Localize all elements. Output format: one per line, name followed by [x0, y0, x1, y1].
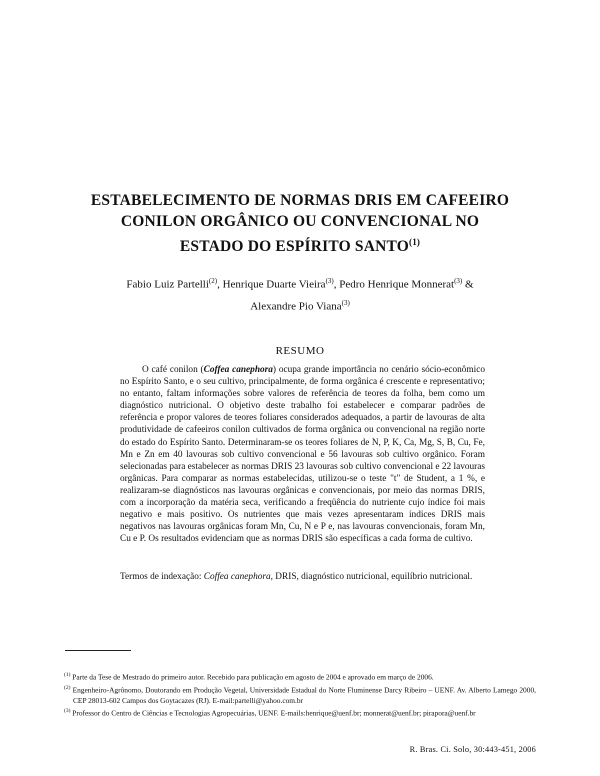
footnote-3-text: Professor do Centro de Ciências e Tecnologias Agropecuárias, UENF. E-mails:henrique@uenf.br; monnerat@uenf.br; pirapora@uenf.br — [70, 708, 476, 718]
paper-title — [70, 190, 530, 257]
abstract-body — [120, 364, 485, 545]
author-list — [110, 272, 490, 315]
author-3-mark: (3) — [454, 277, 463, 285]
title-line-2: CONILON ORGÂNICO OU CONVENCIONAL NO — [120, 213, 480, 230]
abstract-part-1: O café conilon ( — [142, 365, 204, 375]
title-line-1: ESTABELECIMENTO DE NORMAS DRIS EM CAFEEIRO — [90, 192, 510, 209]
index-terms-species: Coffea canephora — [203, 572, 271, 582]
title-line-3 — [70, 232, 530, 257]
footnote-2 — [64, 683, 536, 706]
abstract-heading: RESUMO — [275, 345, 325, 357]
title-footnote-mark: (1) — [409, 237, 421, 247]
index-terms-rest: , DRIS, diagnóstico nutricional, equilíbrio nutricional. — [270, 572, 473, 582]
footnote-1-mark: (1) — [64, 672, 71, 678]
author-1: Fabio Luiz Partelli — [126, 278, 209, 291]
footnote-3 — [64, 706, 536, 719]
author-4-mark: (3) — [341, 298, 350, 307]
footnote-2-mark: (2) — [64, 684, 71, 691]
footnotes — [64, 670, 536, 719]
author-1-mark: (2) — [208, 277, 218, 285]
footnote-1 — [64, 670, 536, 683]
title-line-3-text: ESTADO DO ESPÍRITO SANTO — [179, 238, 410, 256]
author-4: & Alexandre Pio Viana — [250, 278, 474, 313]
author-2-mark: (3) — [325, 277, 334, 285]
footnote-2-text: Engenheiro-Agrônomo, Doutorando em Produção Vegetal, Universidade Estadual do Norte Fluminense Darcy Ribeiro – UENF. Av. Alberto Lamego 2000, CEP 28013-602 Campos dos Goytacazes (RJ). E-mail:partelli@yahoo.com.br — [70, 685, 536, 705]
footnote-1-text: Parte da Tese de Mestrado do primeiro autor. Recebido para publicação em agosto de 2004 e aprovado em março de 2006. — [70, 672, 434, 682]
journal-citation: R. Bras. Ci. Solo, 30:443-451, 2006 — [409, 745, 536, 754]
author-2: , Henrique Duarte Vieira — [217, 278, 326, 291]
abstract-species: Coffea canephora — [203, 365, 273, 375]
index-terms-label: Termos de indexação: — [120, 572, 204, 582]
abstract-part-2: ) ocupa grande importância no cenário sócio-econômico no Espírito Santo, e o seu cultivo, principalmente, de forma orgânica é crescente e representativo; no entanto, faltam informações sobre valores de referência de teores da folha, bem como um diagnóstico nutricional. O objetivo deste trabalho foi estabelecer e comparar padrões de referência e propor valores de teores foliares considerados adequados, a partir de lavouras de alta produtividade de cafeeiros conilon cultivados de forma orgânica ou convencional na região norte do estado do Espírito Santo. Determinaram-se os teores foliares de N, P, K, Ca, Mg, S, B, Cu, Fe, Mn e Zn em 40 lavouras sob cultivo convencional e 56 lavouras sob cultivo orgânico. Foram selecionadas para estabelecer as normas DRIS 23 lavouras sob cultivo convencional e 22 lavouras orgânicas. Para comparar as normas estabelecidas, utilizou-se o teste "t" de Student, a 1 %, e realizaram-se diagnósticos nas lavouras orgânicas e convencionais, por meio das normas DRIS, com a incorporação da matéria seca, verificando a freqüência do nutriente cujo índice foi mais negativo e mais positivo. Os nutrientes que mais vezes apresentaram índices DRIS mais negativos nas lavouras orgânicas foram Mn, Cu, N e P e, nas lavouras convencionais, foram Mn, Cu e P. Os resultados evidenciam que as normas DRIS são específicas a cada forma de cultivo. — [120, 365, 485, 545]
footnote-divider — [65, 650, 131, 651]
index-terms — [120, 571, 501, 583]
author-3: , Pedro Henrique Monnerat — [333, 278, 455, 291]
footnote-3-mark: (3) — [64, 708, 71, 715]
